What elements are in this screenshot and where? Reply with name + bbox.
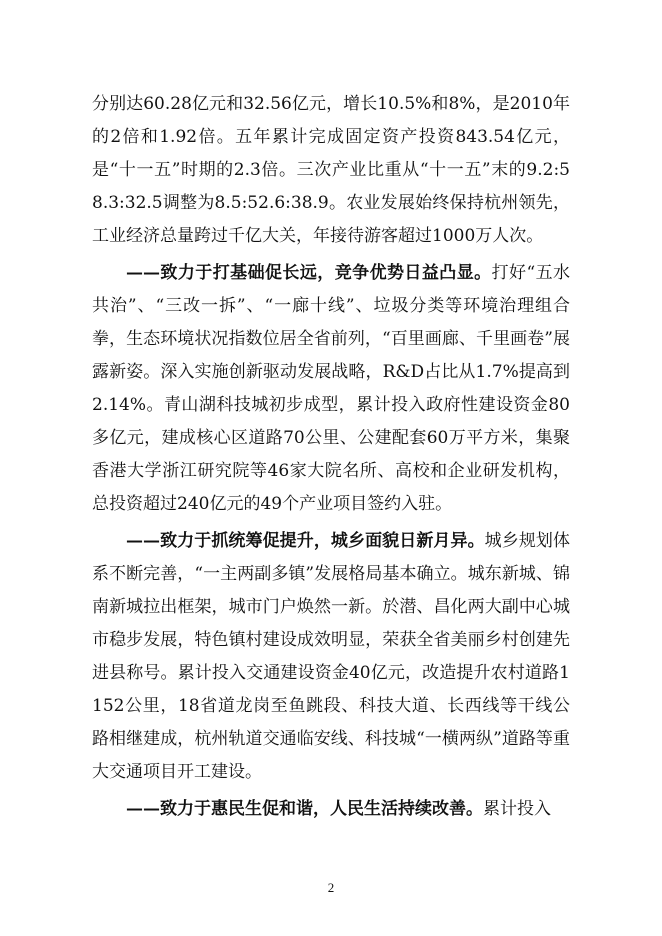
paragraph-2-text: 打好“五水共治”、“三改一拆”、“一廊十线”、垃圾分类等环境治理组合拳，生态环境状况指数位居全省前列，“百里画廊、千里画卷”展露新姿。深入实施创新驱动发展战略，R&D占比从1.7%提高到2.14%。青山湖科技城初步成型，累计投入政府性建设资金80多亿元，建成核心区道路70公里、公建配套60万平方米，集聚香港大学浙江研究院等46家大院名所、高校和企业研发机构，总投资超过240亿元的49个产业项目签约入驻。: [92, 263, 571, 514]
paragraph-1-text: 分别达60.28亿元和32.56亿元，增长10.5%和8%，是2010年的2倍和1.92倍。五年累计完成固定资产投资843.54亿元，是“十一五”时期的2.3倍。三次产业比重从“十一五”末的9.2:58.3:32.5调整为8.5:52.6:38.9。农业发展始终保持杭州领先，工业经济总量跨过千亿大关，年接待游客超过1000万人次。: [92, 94, 570, 246]
paragraph-1: [92, 88, 570, 253]
paragraph-2: [92, 257, 570, 521]
page-number: 2: [327, 880, 335, 895]
paragraph-3-lead: ——致力于抓统筹促提升，城乡面貌日新月异。: [126, 531, 485, 551]
paragraph-3: [92, 525, 570, 789]
paragraph-4-text: 累计投入: [483, 799, 551, 819]
body-text: [92, 88, 570, 830]
paragraph-2-lead: ——致力于打基础促长远，竞争优势日益凸显。: [126, 263, 492, 283]
paragraph-4-lead: ——致力于惠民生促和谐，人民生活持续改善。: [126, 799, 483, 819]
paragraph-3-text: 城乡规划体系不断完善，“一主两副多镇”发展格局基本确立。城东新城、锦南新城拉出框架，城市门户焕然一新。於潜、昌化两大副中心城市稳步发展，特色镇村建设成效明显，荣获全省美丽乡村创建先进县称号。累计投入交通建设资金40亿元，改造提升农村道路1152公里，18省道龙岗至鱼跳段、科技大道、长西线等干线公路相继建成，杭州轨道交通临安线、科技城“一横两纵”道路等重大交通项目开工建设。: [92, 531, 571, 782]
paragraph-4: [92, 793, 570, 826]
